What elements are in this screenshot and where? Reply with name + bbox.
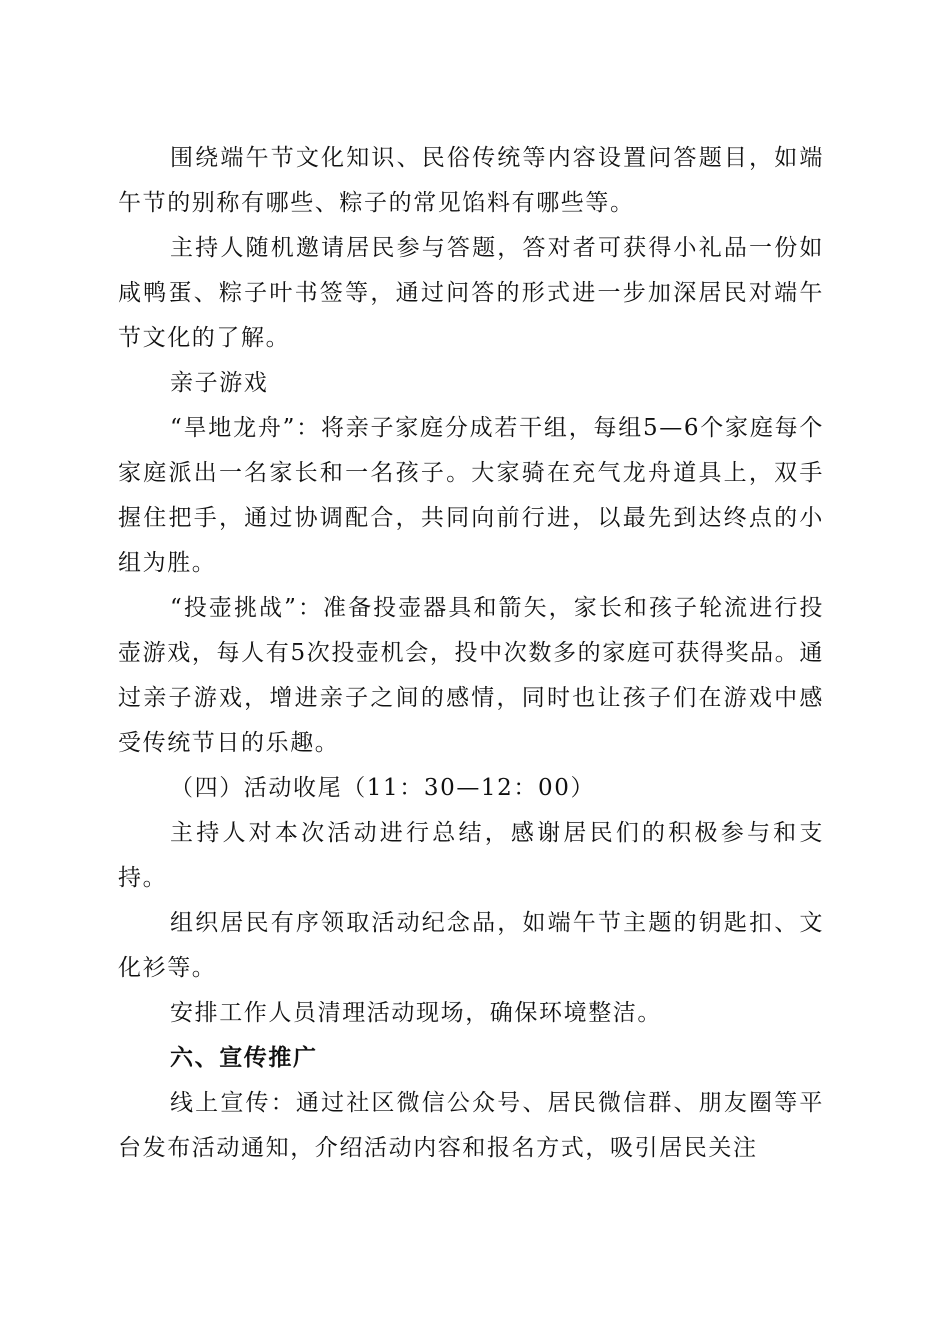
paragraph-quiz-prizes: 主持人随机邀请居民参与答题，答对者可获得小礼品一份如咸鸭蛋、粽子叶书签等，通过问答的形式进一步加深居民对端午节文化的了解。: [118, 235, 824, 351]
paragraph-activity-closing: （四）活动收尾（11：30—12：00）: [170, 775, 596, 801]
paragraph-dragon-boat-game: “旱地龙舟”：将亲子家庭分成若干组，每组5—6个家庭每个家庭派出一名家长和一名孩子。大家骑在充气龙舟道具上，双手握住把手，通过协调配合，共同向前行进，以最先到达终点的小组为胜。: [118, 415, 824, 576]
document-body: [118, 136, 824, 1171]
section-heading-promotion: 六、宣传推广: [170, 1045, 318, 1071]
paragraph-pitch-pot-game: “投壶挑战”：准备投壶器具和箭矢，家长和孩子轮流进行投壶游戏，每人有5次投壶机会，投中次数多的家庭可获得奖品。通过亲子游戏，增进亲子之间的感情，同时也让孩子们在游戏中感受传统节日的乐趣。: [118, 595, 824, 756]
paragraph-online-promotion: 线上宣传：通过社区微信公众号、居民微信群、朋友圈等平台发布活动通知，介绍活动内容和报名方式，吸引居民关注: [118, 1090, 824, 1161]
paragraph-parent-child-games: 亲子游戏: [170, 370, 269, 396]
paragraph-quiz-topics: 围绕端午节文化知识、民俗传统等内容设置问答题目，如端午节的别称有哪些、粽子的常见馅料有哪些等。: [118, 145, 824, 216]
paragraph-host-summary: 主持人对本次活动进行总结，感谢居民们的积极参与和支持。: [118, 820, 824, 891]
paragraph-souvenirs: 组织居民有序领取活动纪念品，如端午节主题的钥匙扣、文化衫等。: [118, 910, 824, 981]
paragraph-cleanup: 安排工作人员清理活动现场，确保环境整洁。: [170, 1000, 662, 1026]
